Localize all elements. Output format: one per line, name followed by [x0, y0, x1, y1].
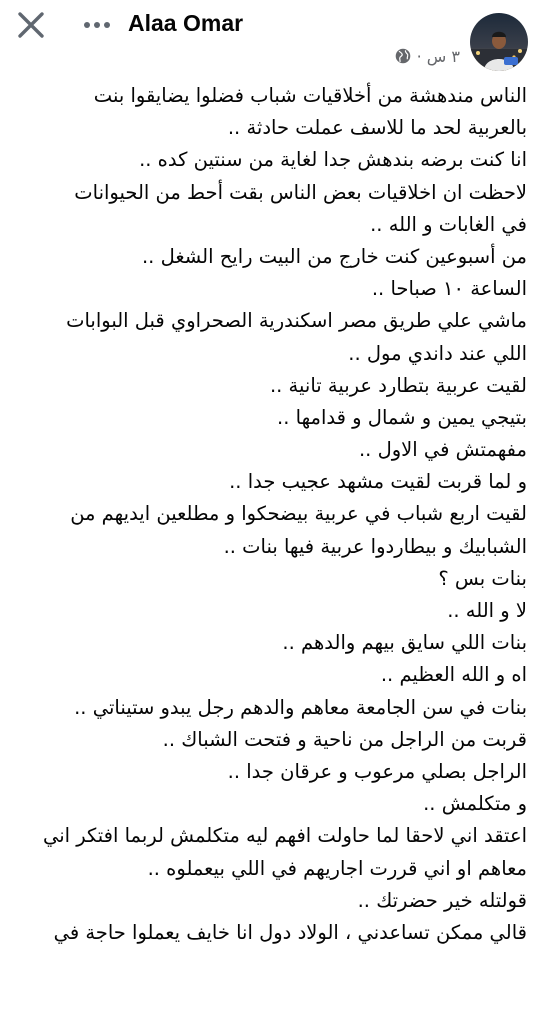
post-text-line: اعتقد اني لاحقا لما حاولت افهم ليه متكلمش لربما افتكر اني [42, 824, 527, 848]
post-text-line: بنات في سن الجامعة معاهم والدهم رجل يبدو ستيناتي .. [74, 695, 527, 719]
post-text-line: مفهمتش في الاول .. [358, 438, 527, 462]
post-text-line: ماشي علي طريق مصر اسكندرية الصحراوي قبل البوابات [66, 309, 527, 333]
post-text-line: الساعة ١٠ صباحا .. [371, 277, 527, 301]
globe-icon [395, 48, 411, 64]
post-text-line: اللي عند داندي مول .. [348, 341, 527, 365]
author-avatar[interactable] [470, 13, 528, 71]
post-text-line: بتيجي يمين و شمال و قدامها .. [277, 405, 527, 429]
post-text-line: بالعربية لحد ما للاسف عملت حادثة .. [227, 116, 527, 140]
post-timestamp[interactable]: ٣ س · [416, 46, 460, 66]
post-meta [395, 44, 460, 68]
post-text-line: لا و الله .. [447, 599, 527, 622]
post-text-line: بنات بس ؟ [438, 566, 527, 590]
post-text-line: لقيت عربية بتطارد عربية تانية .. [269, 373, 527, 397]
post-text-line: الشبابيك و بيطاردوا عربية فيها بنات .. [223, 534, 527, 558]
close-button[interactable] [14, 8, 48, 42]
post-text-line: من أسبوعين كنت خارج من البيت رايح الشغل .. [141, 244, 527, 268]
post-body [12, 80, 527, 949]
more-options-icon [82, 20, 112, 30]
post-text-line: قالي ممكن تساعدني ، الولاد دول انا خايف يعملوا حاجة في [53, 920, 527, 944]
close-icon [16, 10, 46, 40]
post-text-line: قربت من الراجل من ناحية و فتحت الشباك .. [162, 727, 527, 751]
author-name[interactable]: Alaa Omar [128, 10, 244, 36]
post-text-line: الناس مندهشة من أخلاقيات شباب فضلوا يضايقوا بنت [93, 84, 527, 107]
post-text-line: بنات اللي سايق بيهم والدهم .. [282, 631, 527, 655]
post-text-line: انا كنت برضه بندهش جدا لغاية من سنتين كده .. [139, 148, 527, 172]
post-text-line: قولتله خير حضرتك .. [357, 888, 527, 912]
post-text-line: لقيت اربع شباب في عربية بيضحكوا و مطلعين ايديهم من [70, 502, 527, 526]
post-text-line: معاهم او اني قررت اجاريهم في اللي بيعملوه .. [147, 856, 527, 880]
post-text-line: اه و الله العظيم .. [380, 663, 527, 687]
post-text-line: الراجل بصلي مرعوب و عرقان جدا .. [227, 759, 527, 783]
post-text-line: و لما قربت لقيت مشهد عجيب جدا .. [229, 470, 527, 494]
post-text-line: و متكلمش .. [423, 792, 527, 816]
post-text-line: في الغابات و الله .. [370, 212, 527, 236]
more-options-button[interactable] [80, 12, 114, 38]
post-text-line: لاحظت ان اخلاقيات بعض الناس بقت أحط من الحيوانات [74, 180, 527, 204]
post-header [0, 0, 540, 80]
